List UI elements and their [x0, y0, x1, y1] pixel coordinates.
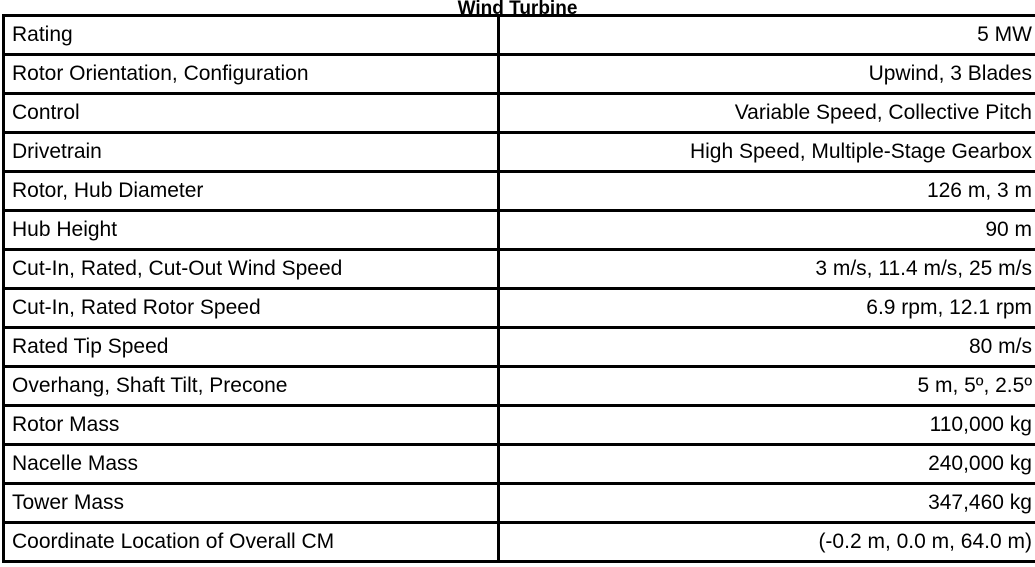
spec-label: Rating [4, 16, 499, 55]
table-row [4, 172, 1035, 211]
table-title: Wind Turbine [457, 0, 578, 14]
spec-value: 6.9 rpm, 12.1 rpm [499, 289, 1035, 328]
spec-value: 5 m, 5º, 2.5º [499, 367, 1035, 406]
spec-label: Rotor Mass [4, 406, 499, 445]
table-row [4, 16, 1035, 55]
spec-label: Rotor, Hub Diameter [4, 172, 499, 211]
table-row [4, 367, 1035, 406]
table-row [4, 55, 1035, 94]
table-row [4, 211, 1035, 250]
spec-value: 3 m/s, 11.4 m/s, 25 m/s [499, 250, 1035, 289]
spec-value: High Speed, Multiple-Stage Gearbox [499, 133, 1035, 172]
table-row [4, 133, 1035, 172]
spec-value: 126 m, 3 m [499, 172, 1035, 211]
spec-value: 5 MW [499, 16, 1035, 55]
spec-label: Cut-In, Rated Rotor Speed [4, 289, 499, 328]
spec-label: Nacelle Mass [4, 445, 499, 484]
table-row [4, 445, 1035, 484]
spec-value: 80 m/s [499, 328, 1035, 367]
table-row [4, 289, 1035, 328]
spec-value: Variable Speed, Collective Pitch [499, 94, 1035, 133]
spec-label: Rated Tip Speed [4, 328, 499, 367]
table-row [4, 94, 1035, 133]
table-row [4, 406, 1035, 445]
wind-turbine-spec-table [2, 14, 1035, 563]
table-row [4, 328, 1035, 367]
spec-label: Tower Mass [4, 484, 499, 523]
table-row [4, 250, 1035, 289]
spec-value: 347,460 kg [499, 484, 1035, 523]
spec-label: Overhang, Shaft Tilt, Precone [4, 367, 499, 406]
spec-label: Cut-In, Rated, Cut-Out Wind Speed [4, 250, 499, 289]
spec-value: 90 m [499, 211, 1035, 250]
spec-value: 240,000 kg [499, 445, 1035, 484]
spec-value: (-0.2 m, 0.0 m, 64.0 m) [499, 523, 1035, 562]
spec-label: Control [4, 94, 499, 133]
spec-label: Coordinate Location of Overall CM [4, 523, 499, 562]
spec-table-body [4, 16, 1035, 562]
table-row [4, 484, 1035, 523]
spec-label: Rotor Orientation, Configuration [4, 55, 499, 94]
table-row [4, 523, 1035, 562]
spec-label: Drivetrain [4, 133, 499, 172]
spec-value: Upwind, 3 Blades [499, 55, 1035, 94]
spec-label: Hub Height [4, 211, 499, 250]
spec-value: 110,000 kg [499, 406, 1035, 445]
